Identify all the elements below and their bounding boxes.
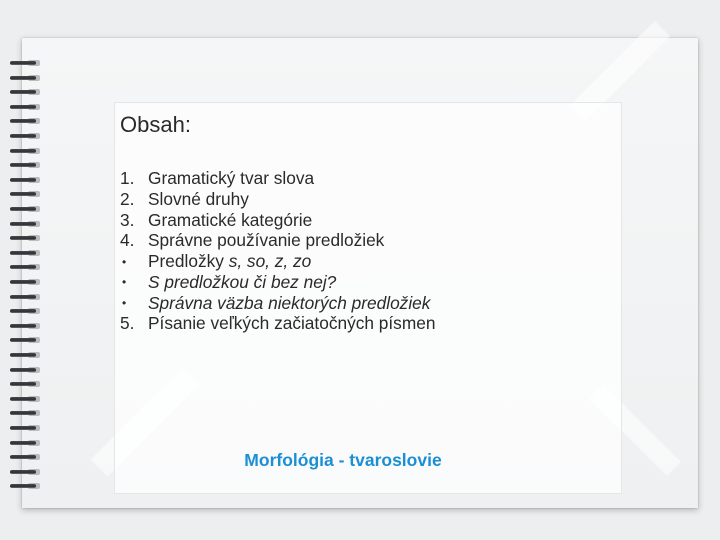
toc-marker: 5. xyxy=(120,313,135,334)
binding-ring xyxy=(8,175,42,185)
binding-ring xyxy=(8,292,42,302)
toc-item xyxy=(120,189,600,210)
footer-title: Morfológia - tvaroslovie xyxy=(244,450,442,470)
binding-ring xyxy=(8,233,42,243)
binding-ring xyxy=(8,321,42,331)
bullet-marker: • xyxy=(122,254,127,269)
toc-subitem xyxy=(120,293,600,314)
toc-text: Písanie veľkých začiatočných písmen xyxy=(148,313,436,334)
binding-ring xyxy=(8,73,42,83)
binding-ring xyxy=(8,335,42,345)
bullet-marker: • xyxy=(122,275,127,290)
toc-marker: 4. xyxy=(120,230,135,251)
binding-ring xyxy=(8,277,42,287)
binding-ring xyxy=(8,365,42,375)
toc-subitem xyxy=(120,272,600,293)
spiral-binding xyxy=(8,58,44,498)
binding-ring xyxy=(8,306,42,316)
toc-text: Predložky s, so, z, zo xyxy=(148,251,312,272)
binding-ring xyxy=(8,102,42,112)
binding-ring xyxy=(8,481,42,491)
toc-text: Správna väzba niektorých predložiek xyxy=(148,292,431,313)
page-heading: Obsah: xyxy=(120,112,191,137)
toc-item xyxy=(120,210,600,231)
toc-item xyxy=(120,230,600,251)
binding-ring xyxy=(8,219,42,229)
binding-ring xyxy=(8,204,42,214)
binding-ring xyxy=(8,423,42,433)
toc-text: Gramatický tvar slova xyxy=(148,167,315,188)
toc-marker: 2. xyxy=(120,188,135,209)
toc-subitem xyxy=(120,251,600,272)
binding-ring xyxy=(8,146,42,156)
binding-ring xyxy=(8,408,42,418)
binding-ring xyxy=(8,350,42,360)
bullet-marker: • xyxy=(122,296,127,311)
binding-ring xyxy=(8,116,42,126)
binding-ring xyxy=(8,262,42,272)
binding-ring xyxy=(8,131,42,141)
toc-text: Gramatické kategórie xyxy=(148,209,313,230)
toc-item xyxy=(120,168,600,189)
binding-ring xyxy=(8,189,42,199)
toc-text: S predložkou či bez nej? xyxy=(148,271,337,292)
toc-marker: 3. xyxy=(120,209,135,230)
table-of-contents xyxy=(120,168,600,334)
toc-text: Správne používanie predložiek xyxy=(148,230,385,251)
binding-ring xyxy=(8,160,42,170)
binding-ring xyxy=(8,438,42,448)
binding-ring xyxy=(8,248,42,258)
toc-item xyxy=(120,314,600,335)
toc-text: Slovné druhy xyxy=(148,188,249,209)
toc-marker: 1. xyxy=(120,167,135,188)
binding-ring xyxy=(8,379,42,389)
binding-ring xyxy=(8,394,42,404)
binding-ring xyxy=(8,58,42,68)
binding-ring xyxy=(8,87,42,97)
